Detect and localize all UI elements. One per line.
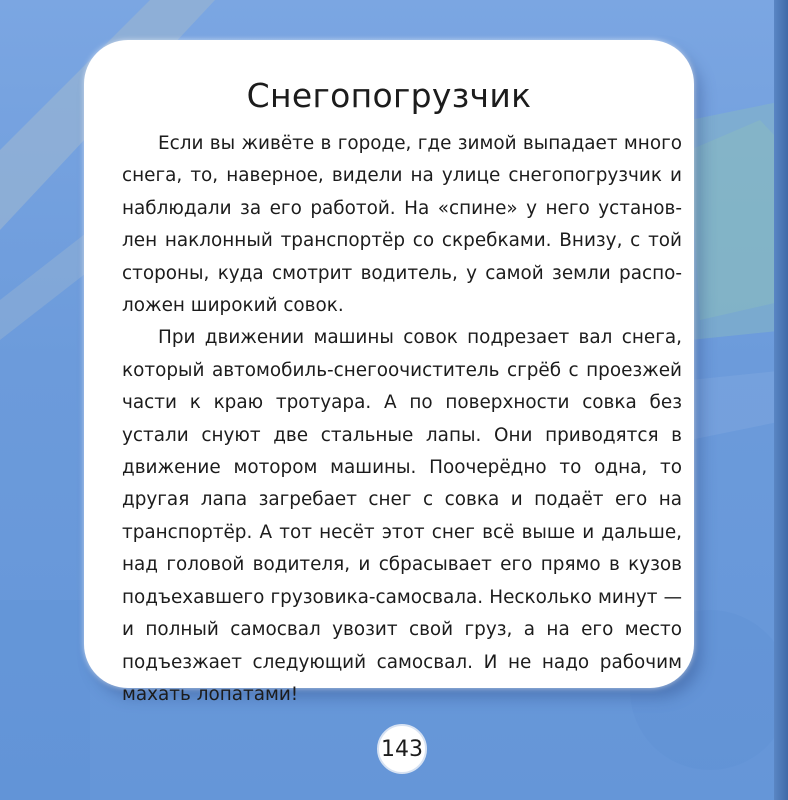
page-title: Снегопогрузчик bbox=[246, 76, 532, 115]
page-number: 143 bbox=[377, 724, 427, 774]
article-body bbox=[122, 128, 682, 711]
book-spine bbox=[774, 0, 788, 800]
text-card bbox=[84, 40, 694, 705]
paragraph: Если вы живёте в городе, где зимой выпадает много снега, то, наверное, видели на улице снегопогрузчик и наблюдали за его работой. На «спине» у него установлен наклонный транспортёр со скребками. Внизу, с той стороны, куда смотрит водитель, у самой земли расположен широкий совок. bbox=[122, 133, 682, 317]
paragraph: При движении машины совок подрезает вал снега, который автомобиль-снегоочиститель сгрёб с проезжей части к краю тротуара. А по поверхности совка без устали снуют две стальные лапы. Они приводятся в движение мотором машины. Поочерёдно то одна, то другая лапа загребает снег с совка и подаёт его на транспортёр. А тот несёт этот снег всё выше и дальше, над головой водителя, и сбрасывает его прямо в кузов подъехавшего грузовика-самосвала. Несколько минут — и полный самосвал увозит свой груз, а на его место подъезжает следующий самосвал. И не надо рабочим махать лопатами! bbox=[122, 327, 682, 705]
